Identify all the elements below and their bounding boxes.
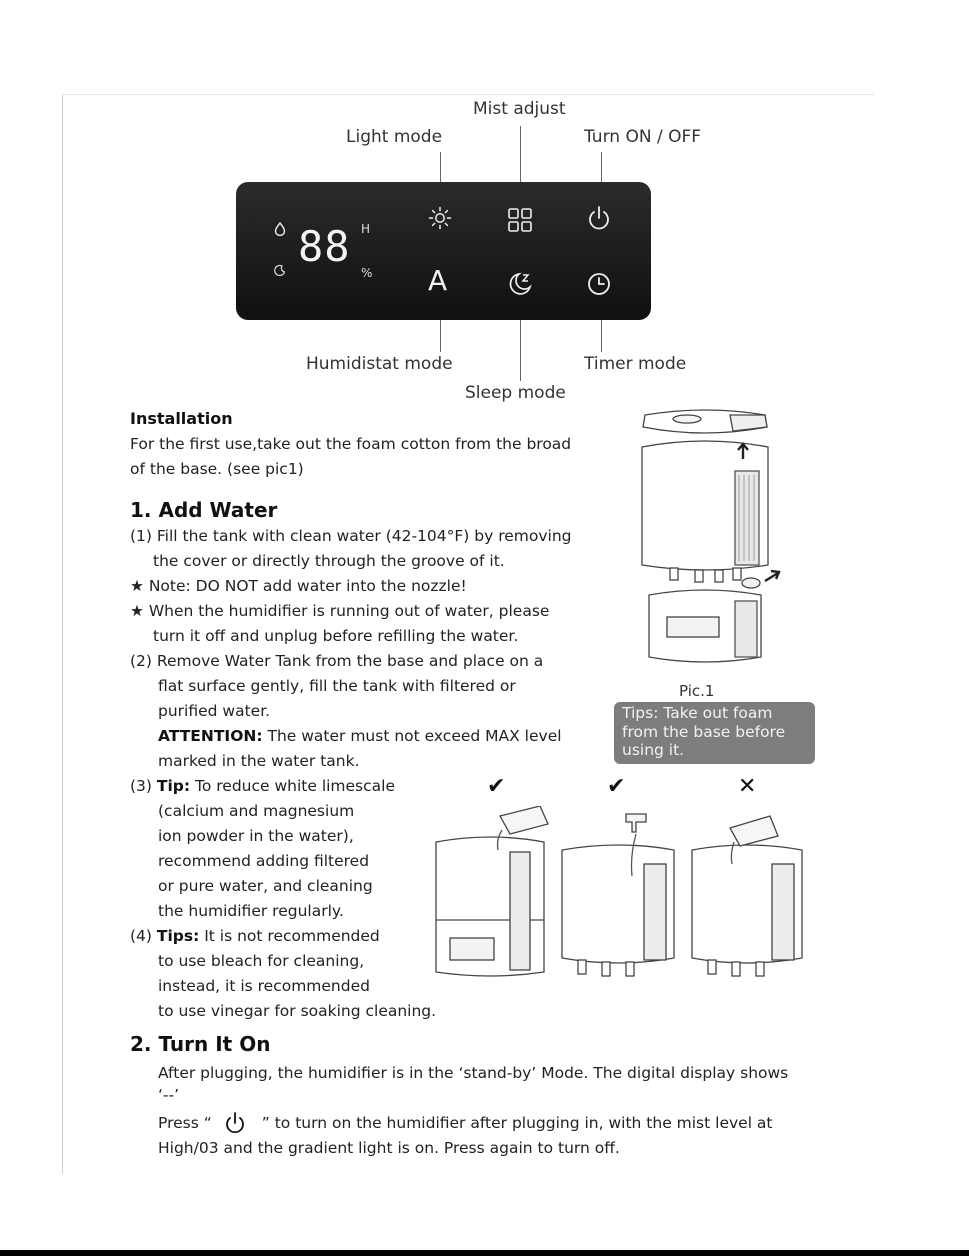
power-icon[interactable]: [586, 205, 612, 233]
turn-on-press-line: [158, 1111, 773, 1136]
step-2-line: purified water.: [158, 702, 271, 720]
humidifier-disassembly-illustration: [615, 405, 795, 673]
grid-icon[interactable]: [507, 207, 533, 233]
attention-line-2: marked in the water tank.: [158, 752, 360, 770]
tip-text: To reduce white limescale: [190, 777, 395, 795]
step-4-line: to use bleach for cleaning,: [158, 952, 365, 970]
press-text-after: ” to turn on the humidifier after plugging in, with the mist level at: [261, 1114, 773, 1132]
page-bottom-bar: [0, 1250, 969, 1256]
step-3-line: [130, 774, 395, 799]
step-2-line: (2) Remove Water Tank from the base and place on a: [130, 652, 544, 670]
tip-label: Tip:: [156, 777, 191, 795]
check-icon: ✔: [607, 774, 626, 799]
humidistat-button[interactable]: A: [428, 264, 448, 297]
leader-sleep: [520, 312, 521, 381]
callout-mist-adjust: Mist adjust: [473, 99, 566, 119]
turn-on-line: After plugging, the humidifier is in the ‘stand-by’ Mode. The digital display shows: [158, 1064, 789, 1082]
step-2-line: flat surface gently, fill the tank with filtered or: [158, 677, 516, 695]
display-unit-h: H: [361, 222, 371, 236]
press-text-before: Press “: [158, 1114, 212, 1132]
leader-mist: [520, 126, 521, 190]
attention-text: The water must not exceed MAX level: [262, 727, 562, 745]
tips-label: Tips:: [156, 927, 200, 945]
note-refill: turn it off and unplug before refilling the water.: [153, 627, 519, 645]
page-left-rule: [62, 94, 63, 1174]
step-3-line: recommend adding filtered: [158, 852, 370, 870]
step-1-line: (1) Fill the tank with clean water (42-104°F) by removing: [130, 527, 572, 545]
control-panel: [236, 182, 651, 320]
step-4-line: instead, it is recommended: [158, 977, 370, 995]
sleep-moon-icon[interactable]: [506, 270, 534, 298]
step-4-prefix: (4): [130, 927, 157, 945]
installation-line: of the base. (see pic1): [130, 460, 304, 478]
callout-timer-mode: Timer mode: [584, 354, 687, 374]
callout-turn-on-off: Turn ON / OFF: [584, 127, 702, 147]
pic1-label: Pic.1: [679, 682, 715, 700]
turn-on-heading: 2. Turn It On: [130, 1032, 271, 1056]
turn-on-line: ‘--’: [158, 1086, 180, 1104]
display-unit-percent: %: [361, 266, 373, 280]
step-4-line: [130, 924, 380, 949]
sun-icon[interactable]: [428, 206, 452, 230]
step-1-line: the cover or directly through the groove of it.: [153, 552, 505, 570]
turn-on-line: High/03 and the gradient light is on. Press again to turn off.: [158, 1139, 620, 1157]
droplet-icon: [274, 222, 286, 236]
step-3-line: the humidifier regularly.: [158, 902, 344, 920]
callout-humidistat-mode: Humidistat mode: [306, 354, 453, 374]
cross-icon: ✕: [738, 774, 757, 799]
callout-sleep-mode: Sleep mode: [465, 383, 566, 403]
step-4-line: to use vinegar for soaking cleaning.: [158, 1002, 437, 1020]
tips-text: It is not recommended: [199, 927, 380, 945]
step-3-line: (calcium and magnesium: [158, 802, 355, 820]
step-3-line: ion powder in the water),: [158, 827, 354, 845]
installation-heading: Installation: [130, 409, 233, 428]
step-3-line: or pure water, and cleaning: [158, 877, 373, 895]
check-icon: ✔: [487, 774, 506, 799]
page-top-rule: [62, 94, 874, 95]
attention-line: [158, 724, 562, 749]
installation-line: For the first use,take out the foam cotton from the broad: [130, 435, 572, 453]
clock-icon[interactable]: [586, 271, 612, 297]
pic1-tips-box: Tips: Take out foam from the base before using it.: [614, 702, 815, 764]
callout-light-mode: Light mode: [346, 127, 443, 147]
add-water-heading: 1. Add Water: [130, 498, 278, 522]
attention-label: ATTENTION:: [158, 727, 263, 745]
step-3-prefix: (3): [130, 777, 157, 795]
note-refill: ★ When the humidifier is running out of water, please: [130, 602, 550, 620]
moon-icon: [274, 264, 286, 276]
note-no-nozzle: ★ Note: DO NOT add water into the nozzle!: [130, 577, 467, 595]
refill-methods-illustration: [430, 806, 810, 986]
display-digits: 88: [298, 222, 351, 271]
power-icon: [222, 1112, 248, 1136]
